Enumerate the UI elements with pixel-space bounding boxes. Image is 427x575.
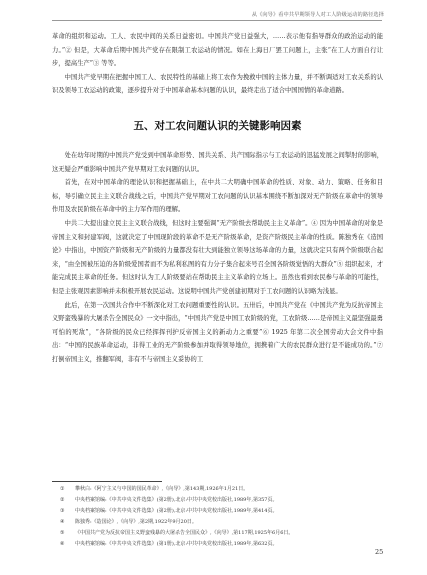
running-header: 从《向导》看中共早期领导人对工人阶级运动的路径选择	[251, 12, 384, 18]
page-number: 25	[375, 548, 384, 556]
header-rule	[52, 20, 382, 21]
footnote	[60, 484, 380, 495]
body-text	[52, 30, 383, 366]
footnotes	[60, 484, 380, 549]
footnote-text: 《中国共产党为反抗帝国主义野蛮残暴的大屠杀告全国民众》,《向导》,第117期,1925年6月6日。	[75, 529, 294, 536]
footnote-number: ②	[60, 496, 65, 503]
footnote-number: ④	[60, 518, 65, 525]
footnote	[60, 539, 380, 550]
footnote	[60, 495, 380, 506]
footnote-text: 中央档案馆编:《中共中央文件选集》(第1册),北京:中共中央党校出版社,1989年,第632页。	[75, 540, 278, 547]
footnote-text: 中央档案馆编:《中共中央文件选集》(第2册),北京:中共中央党校出版社,1989年,第357页。	[75, 496, 278, 503]
footnote-number: ⑤	[60, 529, 65, 536]
paragraph: 中国共产党早期在把握中国工人、农民特性的基础上将工农作为挽救中国的主体力量，并不断调适对工农关系的认识及领导工农运动的政策，逐步提升对于中国革命基本问题的认识，最终走出了适合中国国情的革命道路。	[52, 73, 383, 95]
footnote-number: ⑥	[60, 540, 65, 547]
footnote-number: ③	[60, 507, 65, 514]
footnote	[60, 506, 380, 517]
paragraph: 处在幼年时期的中国共产党受到中国革命形势、国共关系、共产国际指示与工农运动的迅猛发展之间掣肘的影响，这无疑会严重影响中国共产党早期对工农问题的认识。	[52, 151, 383, 173]
footnote	[60, 517, 380, 528]
footnote-number: ①	[60, 486, 65, 492]
paragraph: 革命的组织和运动。工人、农民中间的关系日益密切。中国共产党日益强大，……表示他有指导群众的政治运动的能力。”② 但是，大革命后期中国共产党存在限制工农运动的情况。如在上海日厂罢工问题上，主张“在工人方面自行让步，提高生产”③ 等等。	[52, 33, 383, 68]
paragraph: 中共二大提出建立民主主义联合战线，但这时主要强调“无产阶级去帮助民主主义革命”。④ 因为中国革命的对象是帝国主义和封建军阀，这就决定了中国现阶段的革命不是无产阶级革命，是资产阶级民主革命的性质。陈独秀在《造国论》中指出，中国资产阶级和无产阶级的力量都没有壮大到能独立领导这场革命的力量，这就决定只有两个阶级联合起来，“由全国被压迫的各阶级爱国者而不为私利私图的有力分子集合起来号召全国各阶级觉悟的大群众”⑤ 组织起来，才能完成民主革命的任务。但这时认为工人阶级要站在帮助民主主义革命的立场上。虽然也看到农民参与革命的可能性，但是主张观因素影响并未积极开展农民运动。这说明中国共产党创建初期对于工农问题的认识略为浅显。	[52, 219, 383, 295]
footnote	[60, 528, 380, 539]
footnote-text: 攀秋白:《阿宁主义与中国的国民革命》,《向导》,第143期,1926年1月21日。	[75, 486, 249, 492]
footnote-text: 中央档案馆编:《中共中央文件选集》(第2册),北京:中共中央党校出版社,1989年,第414页。	[75, 507, 278, 514]
paragraph: 此后，在第一次国共合作中不断深化对工农问题重要性的认识。五卅后，中国共产党在《中国共产党为反抗帝国主义野蛮残暴的大屠杀告全国民众》一文中指出，“中国共产党是中国工农阶级的党，工农阶级……是帝国主义最坚强最勇可怕的死敌”，“各阶级的民众已经挥挥刊护反帝国主义的新动力之重要”⑥ 1925 年第二次全国劳动大会文件中指出：“中国的民族革命运动，非得工业的无产阶级参加并取得领导地位，拥携着广大的农民群众进行是不能成功的。”⑦ 打倒帝国主义，推翻军阀，非有不与帝国主义妥协的工	[52, 301, 383, 363]
paragraph: 首先，在对中国革命的理论认识和把握基础上，在中共二大明确中国革命的性质、对象、动力、策略、任务和目标，导引确立民主主义联合战线之后，中国共产党早期对工农问题的认识基本围绕不断加深对无产阶级在革命中的领导作用及农民阶级在革命中的主力军作用的理解。	[52, 179, 383, 214]
footnote-text: 陈独秀:《造国论》,《向导》,第2期,1922年9月20日。	[75, 518, 197, 525]
section-heading: 五、对工农问题认识的关键影响因素	[133, 119, 302, 132]
footnote-rule	[52, 481, 162, 482]
